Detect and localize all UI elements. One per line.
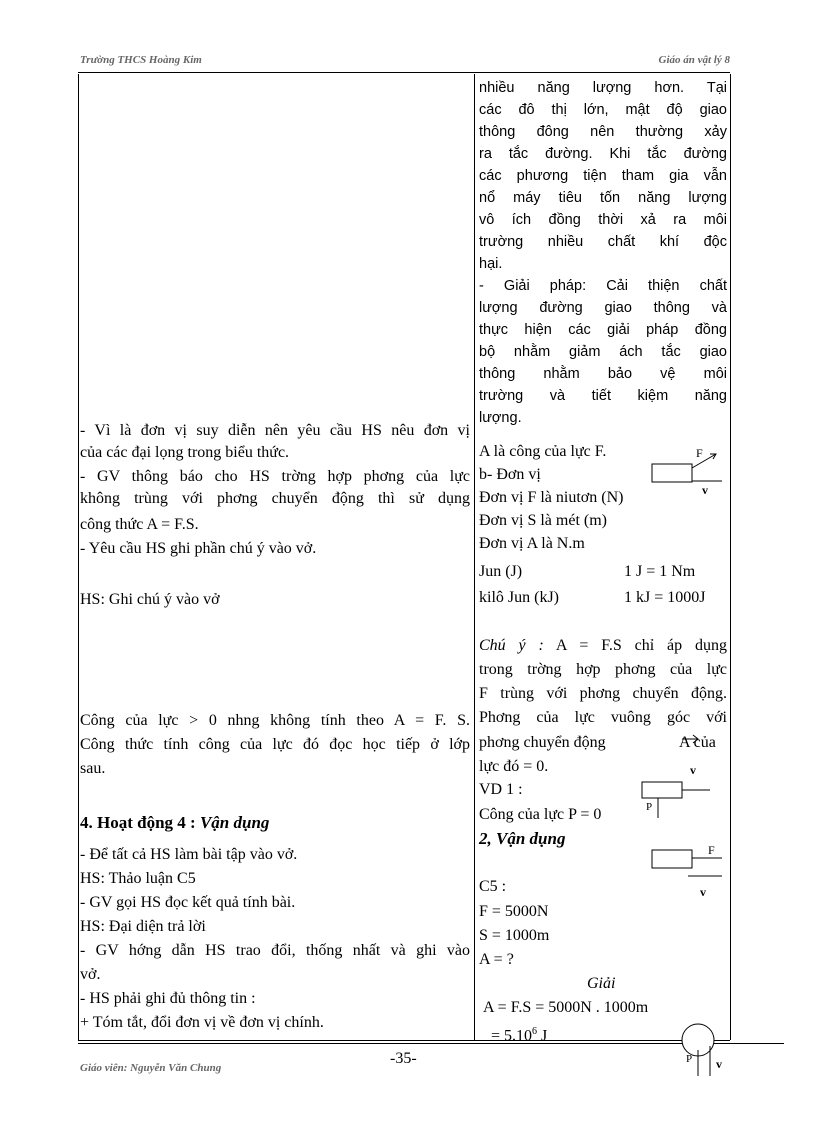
right-sans-line: thông đông nên thường xảy xyxy=(479,124,727,140)
unit-heading: b- Đơn vị xyxy=(479,466,541,483)
header-rule xyxy=(78,72,730,73)
activity-number: 4. Hoạt động 4 : xyxy=(80,813,196,832)
right-sans-line: các phương tiện tham gia vẫn xyxy=(479,168,727,184)
force-diagram-angled xyxy=(650,448,730,498)
velocity-label: v xyxy=(690,763,696,777)
right-sans-line: trường và tiết kiệm năng xyxy=(479,388,727,404)
c5-unknown: A = ? xyxy=(479,951,514,968)
apply-heading: 2, Vận dụng xyxy=(479,829,566,848)
force-diagram-perpendicular xyxy=(640,762,730,832)
activity-line: HS: Đại diện trả lời xyxy=(80,918,206,935)
activity-line: - HS phải ghi đủ thông tin : xyxy=(80,990,256,1007)
left-line: HS: Ghi chú ý vào vở xyxy=(80,591,220,608)
left-line: sau. xyxy=(80,760,106,777)
column-divider xyxy=(474,74,475,1040)
right-sans-line: thực hiện các giải pháp đồng xyxy=(479,322,727,338)
unit-line: Đơn vị S là mét (m) xyxy=(479,512,607,529)
right-arrow-icon xyxy=(680,733,702,745)
box-icon xyxy=(652,850,692,868)
example-result: Công của lực P = 0 xyxy=(479,806,602,823)
force-label: F xyxy=(708,843,715,857)
activity-name: Vận dụng xyxy=(199,813,270,832)
velocity-label: v xyxy=(716,1057,722,1071)
c5-given: S = 1000m xyxy=(479,927,550,944)
left-line: Công của lực > 0 nhng không tính theo A = F. S. xyxy=(80,712,470,729)
c5-label: C5 : xyxy=(479,878,507,895)
velocity-label: v xyxy=(700,885,706,899)
note-line: Phơng của lực vuông góc với xyxy=(479,709,727,726)
activity-line: vở. xyxy=(80,966,101,983)
activity-line: - GV gọi HS đọc kết quả tính bài. xyxy=(80,894,296,911)
kilojoule-unit: kilô Jun (kJ) xyxy=(479,589,559,606)
velocity-label: v xyxy=(702,483,708,497)
unit-line: Đơn vị A là N.m xyxy=(479,535,585,552)
right-sans-line: ra tắc đường. Khi tắc đường xyxy=(479,146,727,162)
note-line: lực đó = 0. xyxy=(479,758,549,775)
activity-line: - GV hớng dẫn HS trao đổi, thống nhất và ghi vào xyxy=(80,942,470,959)
note-line: trong trờng hợp phơng của lực xyxy=(479,661,727,678)
box-icon xyxy=(642,782,682,798)
right-sans-line: thông nhằm bảo vệ môi xyxy=(479,366,727,382)
kilojoule-conversion: 1 kJ = 1000J xyxy=(624,589,706,606)
definition-line: A là công của lực F. xyxy=(479,443,607,460)
force-label: F xyxy=(696,446,703,460)
activity-line: + Tóm tắt, đổi đơn vị về đơn vị chính. xyxy=(80,1014,324,1031)
solution-exponent: 6 xyxy=(532,1026,538,1037)
left-line: của các đại lọng trong biểu thức. xyxy=(80,444,290,461)
weight-label: P xyxy=(646,801,653,813)
note-line: F trùng với phơng chuyển động. xyxy=(479,685,727,702)
page-number: -35- xyxy=(390,1050,417,1067)
joule-unit: Jun (J) xyxy=(479,563,523,580)
right-sans-line: nổ máy tiêu tốn năng lượng xyxy=(479,190,727,206)
header-subject: Giáo án vật lý 8 xyxy=(658,54,730,66)
right-sans-line: trường nhiều chất khí độc xyxy=(479,234,727,250)
activity-heading xyxy=(80,812,269,834)
note-formula: A = F.S chỉ áp dụng xyxy=(555,637,727,654)
box-icon xyxy=(652,464,692,482)
joule-conversion: 1 J = 1 Nm xyxy=(624,563,696,580)
note-label: Chú ý : xyxy=(479,637,544,654)
left-line: - Yêu cầu HS ghi phần chú ý vào vở. xyxy=(80,540,317,557)
activity-line: - Để tất cả HS làm bài tập vào vở. xyxy=(80,846,298,863)
right-sans-line: lượng. xyxy=(479,410,522,426)
footer-teacher: Giáo viên: Nguyễn Văn Chung xyxy=(80,1062,222,1074)
right-sans-line: hại. xyxy=(479,256,503,272)
teacher-student-activity-column xyxy=(80,74,470,1040)
solution-result xyxy=(491,1020,547,1047)
right-sans-line: vô ích đồng thời xả ra môi xyxy=(479,212,727,228)
solution-unit: J xyxy=(537,1027,548,1045)
left-line: không trùng với phơng chuyển động thì sử dụng xyxy=(80,490,470,507)
force-diagram-parallel xyxy=(650,840,730,900)
right-sans-line: nhiều năng lượng hơn. Tại xyxy=(479,80,727,96)
solution-result-base: = 5.10 xyxy=(491,1027,533,1045)
note-line: phơng chuyển động xyxy=(479,734,606,751)
footer-rule xyxy=(78,1040,730,1041)
header-school: Trường THCS Hoàng Kim xyxy=(80,54,202,66)
unit-line: Đơn vị F là niutơn (N) xyxy=(479,489,624,506)
left-line: - GV thông báo cho HS trờng hợp phơng của lực xyxy=(80,468,470,485)
left-line: - Vì là đơn vị suy diễn nên yêu cầu HS nêu đơn vị xyxy=(80,422,470,439)
example-label: VD 1 : xyxy=(479,781,523,798)
activity-line: HS: Thảo luận C5 xyxy=(80,870,196,887)
right-sans-line: - Giải pháp: Cải thiện chất xyxy=(479,278,727,294)
left-line: công thức A = F.S. xyxy=(80,516,199,533)
right-sans-line: các đô thị lớn, mật độ giao xyxy=(479,102,727,118)
note-line xyxy=(479,634,727,657)
footer-diagram xyxy=(680,1020,740,1080)
left-line: Công thức tính công của lực đó đọc học tiếp ở lớp xyxy=(80,736,470,753)
c5-given: F = 5000N xyxy=(479,903,549,920)
weight-label: P xyxy=(686,1053,693,1065)
right-sans-line: lượng đường giao thông và xyxy=(479,300,727,316)
solution-label: Giải xyxy=(587,975,616,992)
note-line-end: A của xyxy=(679,734,716,751)
right-sans-line: bộ nhằm giảm ách tắc giao xyxy=(479,344,727,360)
solution-line: A = F.S = 5000N . 1000m xyxy=(483,999,649,1016)
footer-rule-outer xyxy=(78,1043,784,1044)
